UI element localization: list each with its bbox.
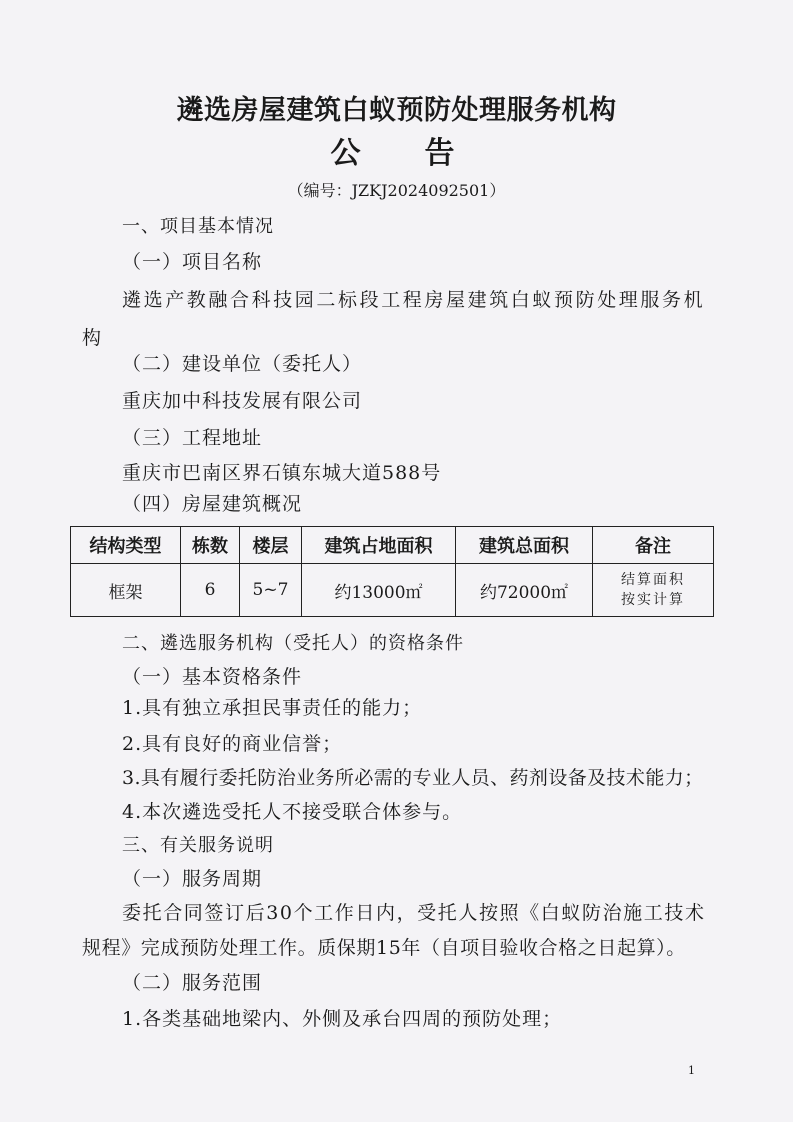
table-header-row <box>71 527 714 564</box>
service-period-text: 委托合同签订后30个工作日内，受托人按照《白蚁防治施工技术 <box>122 902 706 924</box>
table-header-cell: 结构类型 <box>71 527 181 564</box>
table-header-cell: 备注 <box>593 527 714 564</box>
table-header-cell: 建筑占地面积 <box>302 527 456 564</box>
document-title-announcement: 公告 <box>330 136 519 171</box>
table-header-cell: 楼层 <box>240 527 302 564</box>
section-heading-basic-info: 一、项目基本情况 <box>122 216 274 237</box>
subheading-client: （二）建设单位（委托人） <box>122 353 363 375</box>
land-area-cell: 约13000㎡ <box>302 564 456 617</box>
table-header-cell: 栋数 <box>181 527 240 564</box>
floors-cell: 5~7 <box>240 564 302 617</box>
client-name: 重庆加中科技发展有限公司 <box>122 390 363 412</box>
section-heading-qualifications: 二、遴选服务机构（受托人）的资格条件 <box>122 633 464 654</box>
subheading-basic-qualifications: （一）基本资格条件 <box>122 666 303 688</box>
project-name-text-cont: 构 <box>82 327 103 349</box>
building-overview-table <box>70 526 714 617</box>
page-number: 1 <box>688 1064 695 1077</box>
list-item: 2.具有良好的商业信誉； <box>122 733 343 755</box>
project-address: 重庆市巴南区界石镇东城大道588号 <box>122 462 442 484</box>
section-heading-service: 三、有关服务说明 <box>122 835 274 856</box>
project-name-text: 遴选产教融合科技园二标段工程房屋建筑白蚁预防处理服务机 <box>122 289 706 311</box>
list-item: 1.具有独立承担民事责任的能力； <box>122 697 423 719</box>
list-item: 3.具有履行委托防治业务所必需的专业人员、药剂设备及技术能力； <box>122 767 704 789</box>
subheading-building-overview: （四）房屋建筑概况 <box>122 493 303 515</box>
document-number: （编号：JZKJ2024092501） <box>287 181 506 200</box>
service-period-text-cont: 规程》完成预防处理工作。质保期15年（自项目验收合格之日起算）。 <box>82 937 686 959</box>
total-area-cell: 约72000㎡ <box>456 564 593 617</box>
remarks-line: 结算面积 <box>621 572 685 588</box>
subheading-service-period: （一）服务周期 <box>122 868 263 890</box>
structure-type-cell: 框架 <box>71 564 181 617</box>
subheading-project-name: （一）项目名称 <box>122 251 263 273</box>
subheading-service-scope: （二）服务范围 <box>122 972 263 994</box>
subheading-address: （三）工程地址 <box>122 427 263 449</box>
table-row <box>71 564 714 617</box>
table-header-cell: 建筑总面积 <box>456 527 593 564</box>
remarks-cell <box>593 564 714 617</box>
building-count-cell: 6 <box>181 564 240 617</box>
list-item: 1.各类基础地梁内、外侧及承台四周的预防处理； <box>122 1008 563 1030</box>
document-title: 遴选房屋建筑白蚁预防处理服务机构 <box>176 95 617 126</box>
list-item: 4.本次遴选受托人不接受联合体参与。 <box>122 801 463 823</box>
remarks-line: 按实计算 <box>621 592 685 608</box>
